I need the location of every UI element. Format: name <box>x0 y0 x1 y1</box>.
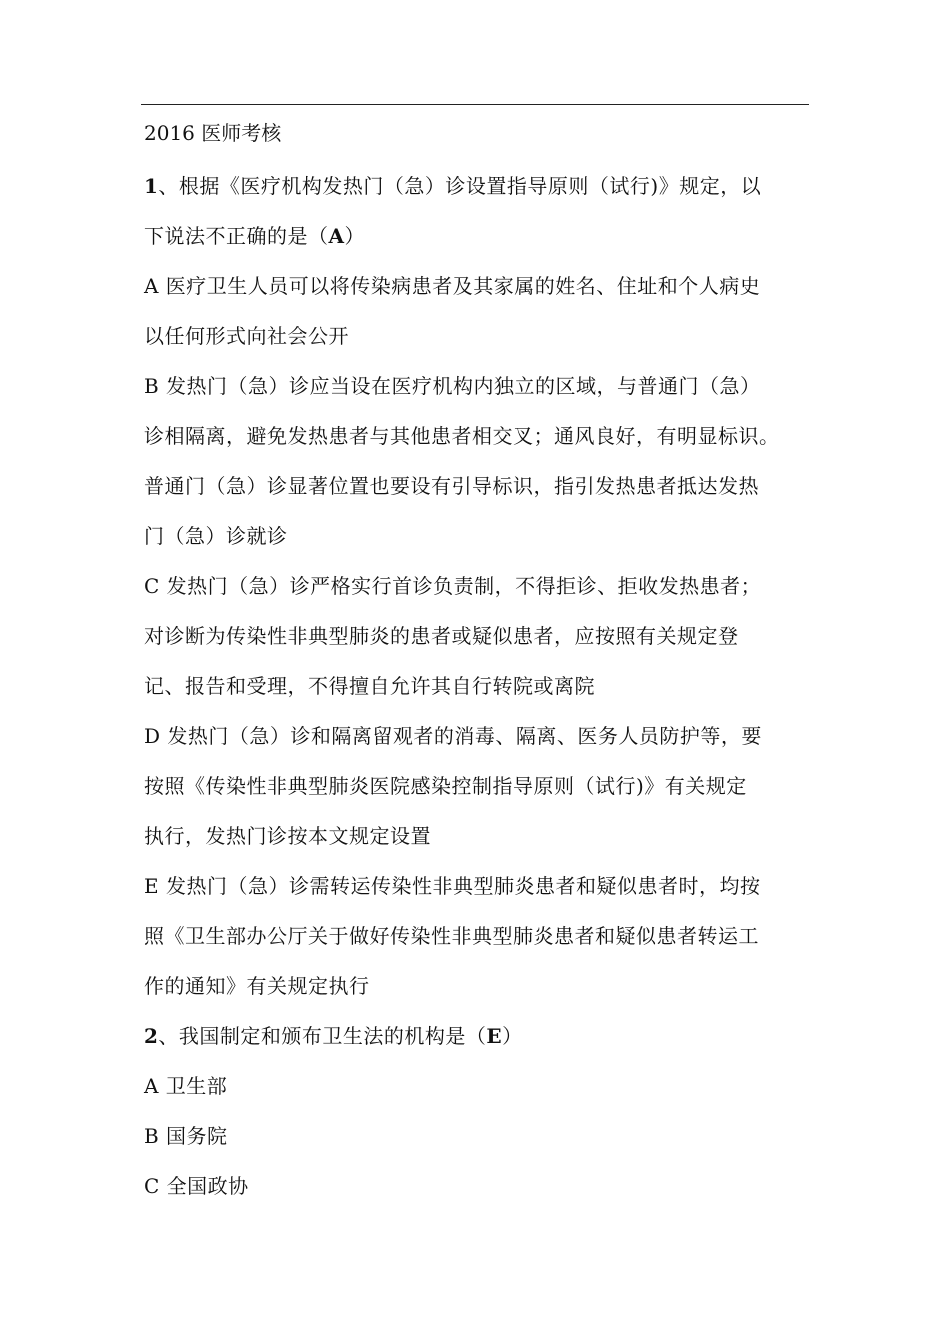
question-1-number: 1 <box>144 174 159 198</box>
option-line: 以任何形式向社会公开 <box>144 324 349 348</box>
question-1-option-c <box>144 566 810 716</box>
option-line: 记、报告和受理，不得擅自允许其自行转院或离院 <box>144 674 595 698</box>
option-line: 门（急）诊就诊 <box>144 524 288 548</box>
question-1-stem-close: ） <box>344 224 366 248</box>
question-1-option-d <box>144 716 810 866</box>
header-rule <box>141 104 809 105</box>
option-line: 普通门（急）诊显著位置也要设有引导标识，指引发热患者抵达发热 <box>144 474 759 498</box>
question-1-stem-continuation: 下说法不正确的是（ <box>144 224 329 248</box>
question-2 <box>144 1016 810 1216</box>
question-1-stem-line-2 <box>144 216 810 266</box>
question-2-number: 2 <box>144 1024 159 1048</box>
question-1 <box>144 166 810 1016</box>
option-line: 执行，发热门诊按本文规定设置 <box>144 824 431 848</box>
page-title: 2016 医师考核 <box>144 121 282 145</box>
question-2-stem-close: ） <box>502 1024 523 1048</box>
question-1-stem-text: 根据《医疗机构发热门（急）诊设置指导原则（试行)》规定，以 <box>178 174 762 198</box>
question-2-option-a: A 卫生部 <box>144 1074 228 1098</box>
option-line: 按照《传染性非典型肺炎医院感染控制指导原则（试行)》有关规定 <box>144 774 747 798</box>
question-1-separator: 、 <box>158 174 179 198</box>
option-line: 对诊断为传染性非典型肺炎的患者或疑似患者，应按照有关规定登 <box>144 624 739 648</box>
option-line: A 医疗卫生人员可以将传染病患者及其家属的姓名、住址和个人病史 <box>144 274 761 298</box>
option-line: B 发热门（急）诊应当设在医疗机构内独立的区域，与普通门（急） <box>144 374 761 398</box>
question-1-option-a <box>144 266 810 366</box>
option-line: C 发热门（急）诊严格实行首诊负责制，不得拒诊、拒收发热患者； <box>144 574 762 598</box>
question-2-answer: E <box>486 1024 503 1048</box>
question-2-stem-text: 我国制定和颁布卫生法的机构是（ <box>178 1024 487 1048</box>
option-line: E 发热门（急）诊需转运传染性非典型肺炎患者和疑似患者时，均按 <box>144 874 761 898</box>
option-line: 照《卫生部办公厅关于做好传染性非典型肺炎患者和疑似患者转运工 <box>144 924 759 948</box>
document-body <box>144 166 810 1216</box>
question-2-stem <box>144 1016 810 1066</box>
question-2-option-c: C 全国政协 <box>144 1174 249 1198</box>
option-line: 诊相隔离，避免发热患者与其他患者相交叉；通风良好，有明显标识。 <box>144 424 780 448</box>
option-line: 作的通知》有关规定执行 <box>144 974 370 998</box>
option-line: D 发热门（急）诊和隔离留观者的消毒、隔离、医务人员防护等，要 <box>144 724 762 748</box>
question-2-option-b: B 国务院 <box>144 1124 228 1148</box>
question-1-answer: A <box>328 224 345 248</box>
question-1-stem-line-1 <box>144 166 810 216</box>
question-1-option-b <box>144 366 810 566</box>
question-2-separator: 、 <box>158 1024 179 1048</box>
question-1-option-e <box>144 866 810 1016</box>
